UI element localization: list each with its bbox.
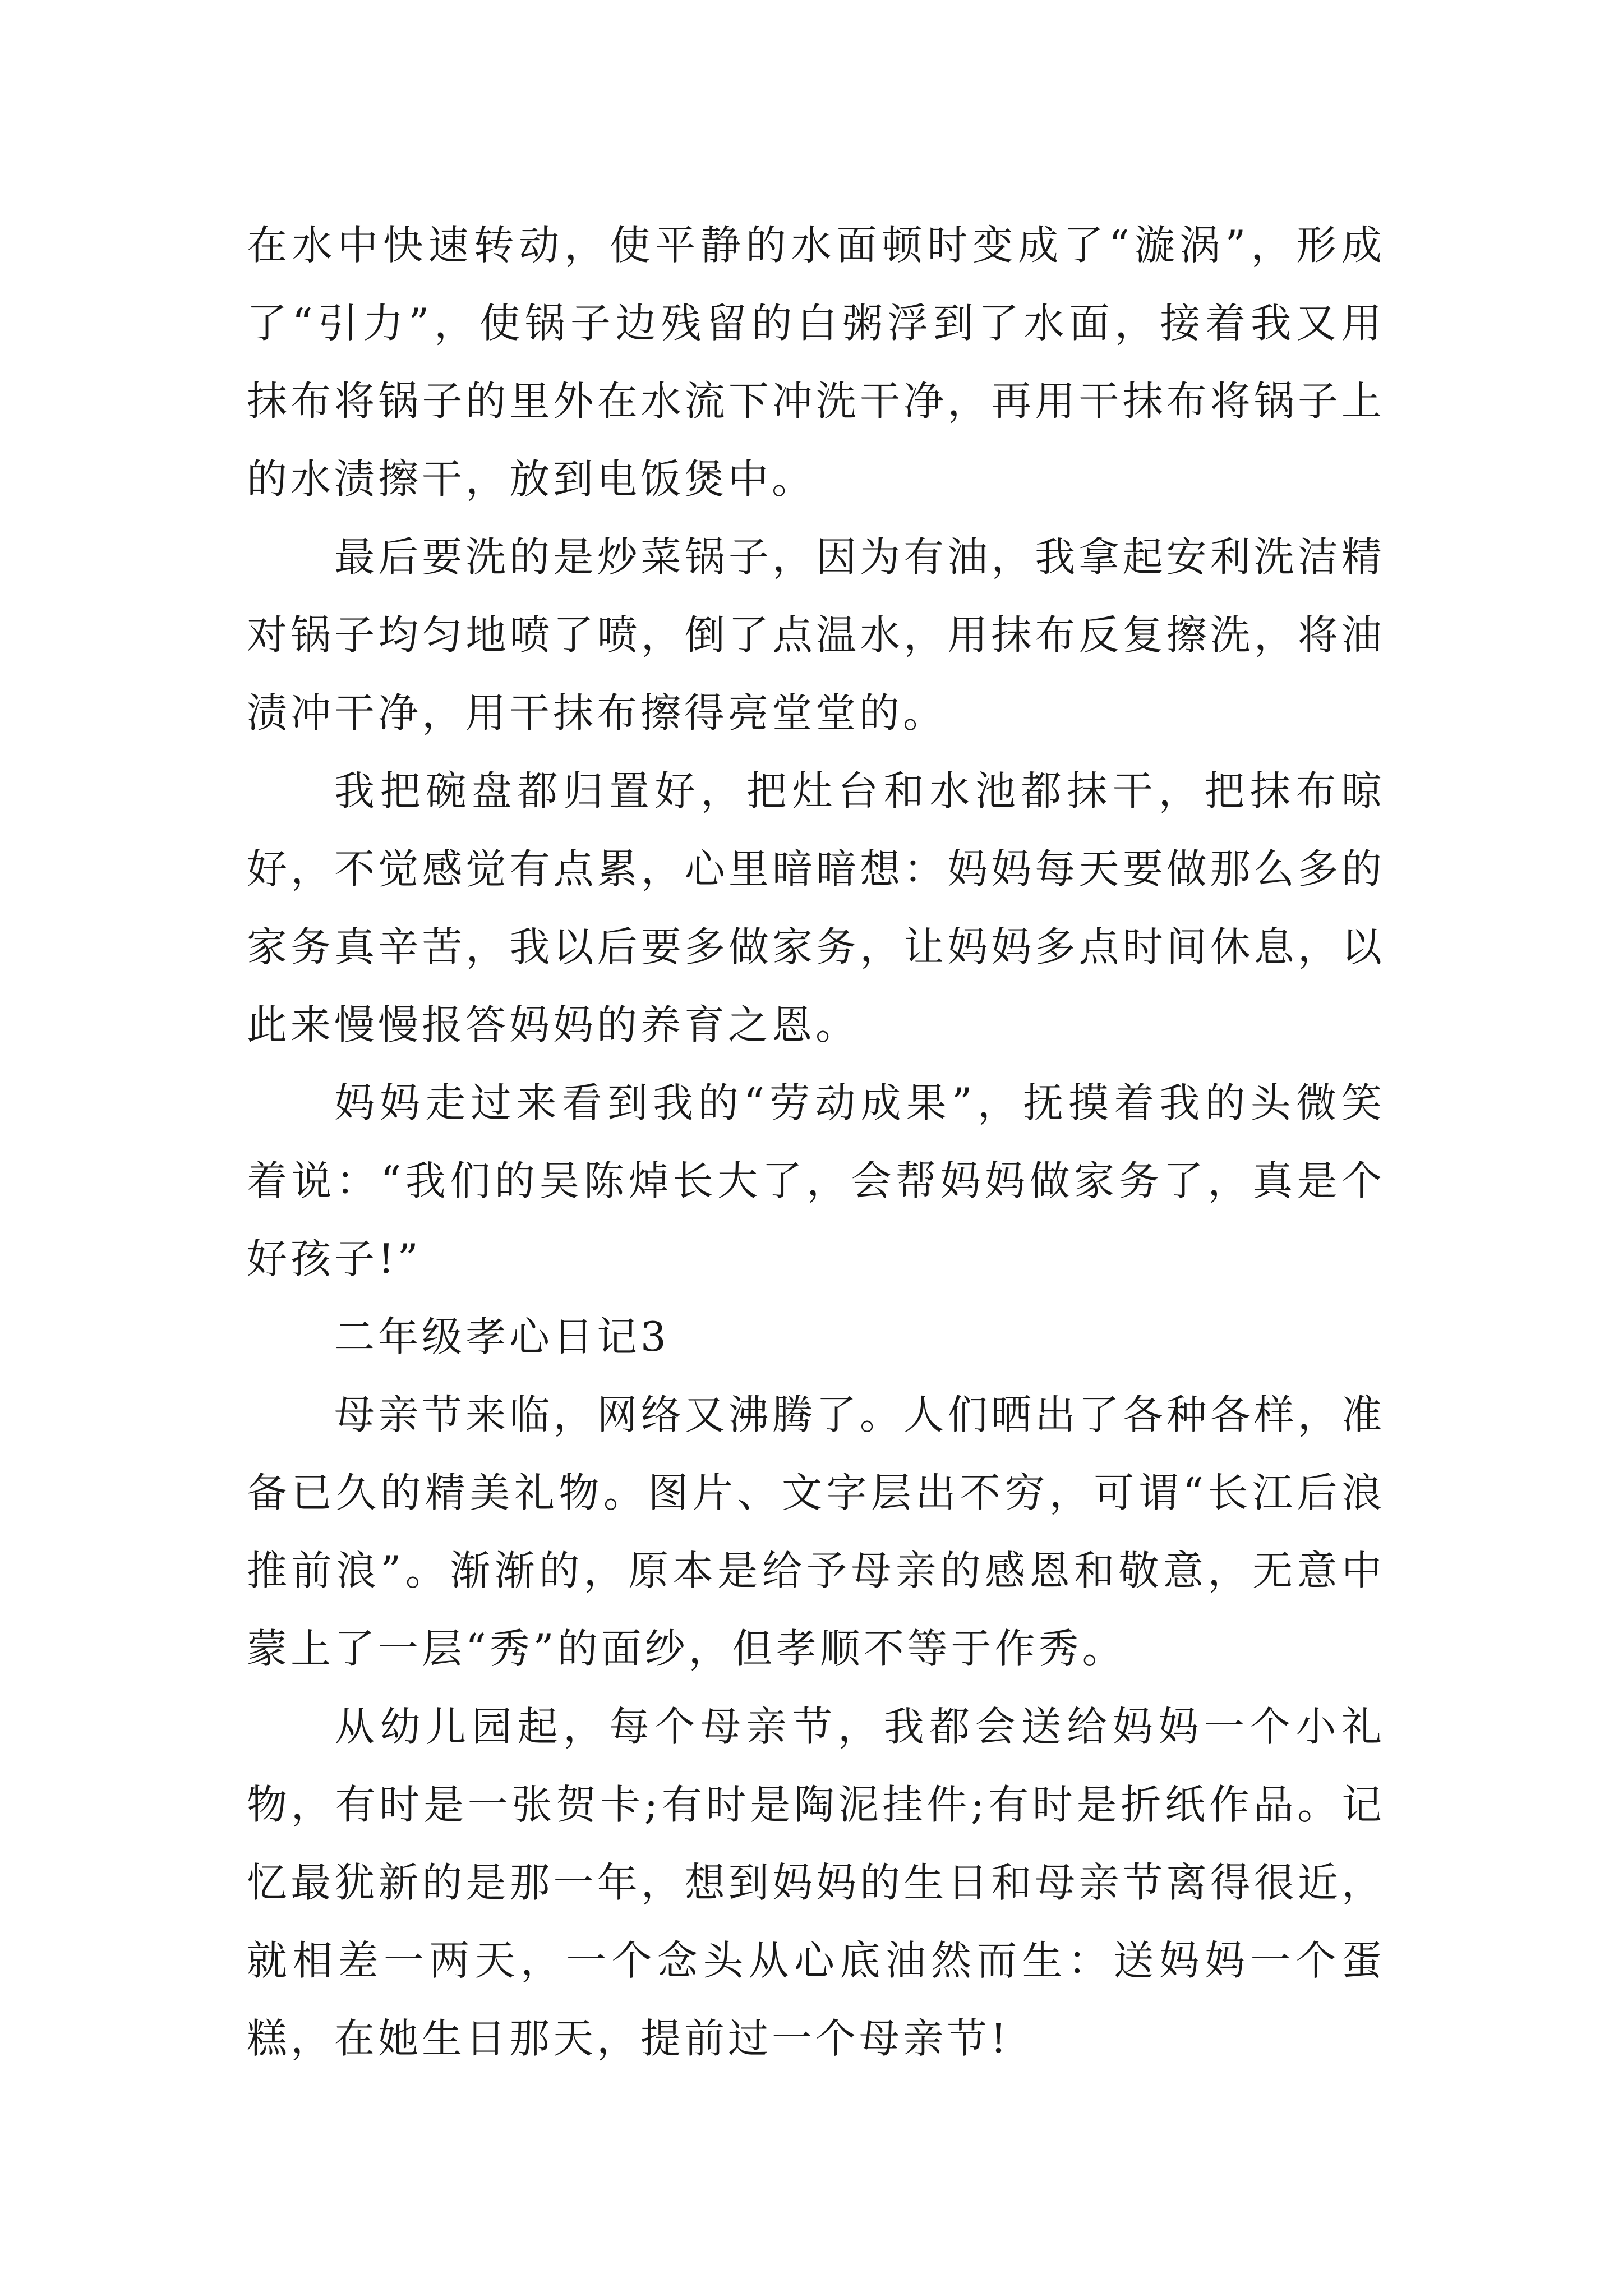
document-body <box>247 206 1385 2078</box>
paragraph: 妈妈走过来看到我的“劳动成果”，抚摸着我的头微笑着说：“我们的吴陈焯长大了，会帮妈妈做家务了，真是个好孩子!” <box>247 1079 1385 1282</box>
paragraph: 最后要洗的是炒菜锅子，因为有油，我拿起安利洗洁精对锅子均匀地喷了喷，倒了点温水，用抹布反复擦洗，将油渍冲干净，用干抹布擦得亮堂堂的。 <box>247 533 1385 737</box>
paragraph: 母亲节来临，网络又沸腾了。人们晒出了各种各样，准备已久的精美礼物。图片、文字层出不穷，可谓“长江后浪推前浪”。渐渐的，原本是给予母亲的感恩和敬意，无意中蒙上了一层“秀”的面纱，但孝顺不等于作秀。 <box>247 1391 1385 1672</box>
section-heading: 二年级孝心日记3 <box>334 1313 670 1360</box>
paragraph: 从幼儿园起，每个母亲节，我都会送给妈妈一个小礼物，有时是一张贺卡;有时是陶泥挂件;有时是折纸作品。记忆最犹新的是那一年，想到妈妈的生日和母亲节离得很近，就相差一两天，一个念头从心底油然而生：送妈妈一个蛋糕，在她生日那天，提前过一个母亲节! <box>247 1703 1385 2062</box>
paragraph: 在水中快速转动，使平静的水面顿时变成了“漩涡”，形成了“引力”，使锅子边残留的白粥浮到了水面，接着我又用抹布将锅子的里外在水流下冲洗干净，再用干抹布将锅子上的水渍擦干，放到电饭煲中。 <box>247 222 1385 503</box>
paragraph: 我把碗盘都归置好，把灶台和水池都抹干，把抹布晾好，不觉感觉有点累，心里暗暗想：妈妈每天要做那么多的家务真辛苦，我以后要多做家务，让妈妈多点时间休息，以此来慢慢报答妈妈的养育之恩。 <box>247 767 1385 1048</box>
